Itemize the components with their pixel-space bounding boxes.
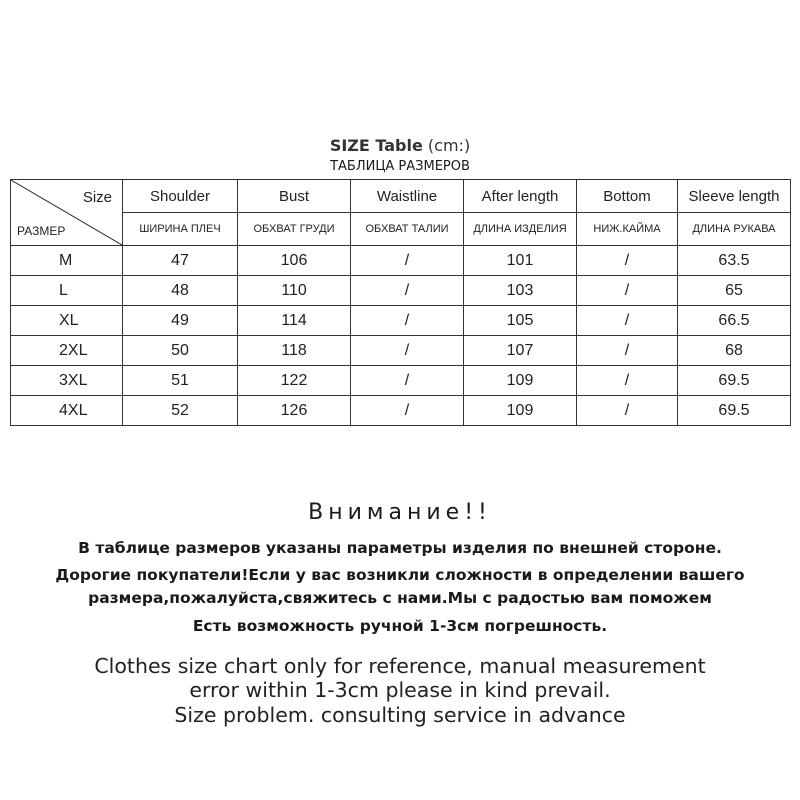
table-row: [11, 306, 791, 336]
notice-ru-line: Дорогие покупатели!Если у вас возникли сложности в определении вашего: [55, 566, 745, 584]
table-cell: 118: [238, 336, 351, 366]
table-cell: 109: [464, 396, 577, 426]
table-cell: 69.5: [678, 396, 791, 426]
table-cell: /: [577, 396, 678, 426]
header-ru-bust: ОБХВАТ ГРУДИ: [238, 213, 351, 246]
table-cell: 106: [238, 246, 351, 276]
table-row: [11, 246, 791, 276]
table-cell: 48: [123, 276, 238, 306]
notice-ru-line: В таблице размеров указаны параметры изделия по внешней стороне.: [78, 539, 722, 557]
table-row: [11, 276, 791, 306]
table-cell: /: [351, 366, 464, 396]
notice-en-line: error within 1-3cm please in kind prevail.: [189, 678, 611, 702]
size-cell: XL: [11, 306, 123, 336]
table-cell: 51: [123, 366, 238, 396]
header-ru-after-length: ДЛИНА ИЗДЕЛИЯ: [464, 213, 577, 246]
size-table-title-block: [0, 136, 800, 176]
table-cell: 105: [464, 306, 577, 336]
notice-en-line: Size problem. consulting service in advance: [174, 703, 626, 727]
header-waistline: Waistline: [351, 180, 464, 213]
size-cell: M: [11, 246, 123, 276]
size-cell: L: [11, 276, 123, 306]
title-bold-text: SIZE Table: [329, 136, 423, 155]
table-cell: 122: [238, 366, 351, 396]
table-cell: 49: [123, 306, 238, 336]
header-row-en: [11, 180, 791, 213]
table-cell: 126: [238, 396, 351, 426]
header-after-length: After length: [464, 180, 577, 213]
size-cell: 3XL: [11, 366, 123, 396]
header-sleeve-length: Sleeve length: [678, 180, 791, 213]
table-cell: 109: [464, 366, 577, 396]
corner-header-cell: [11, 180, 123, 246]
table-cell: /: [577, 336, 678, 366]
header-shoulder: Shoulder: [123, 180, 238, 213]
table-cell: 68: [678, 336, 791, 366]
table-cell: 66.5: [678, 306, 791, 336]
table-cell: /: [351, 246, 464, 276]
header-ru-bottom: НИЖ.КАЙМА: [577, 213, 678, 246]
table-cell: 103: [464, 276, 577, 306]
notice-ru-line: размера,пожалуйста,свяжитесь с нами.Мы с радостью вам поможем: [88, 589, 712, 607]
table-cell: 47: [123, 246, 238, 276]
table-cell: 69.5: [678, 366, 791, 396]
table-cell: /: [351, 396, 464, 426]
header-bust: Bust: [238, 180, 351, 213]
table-cell: /: [577, 306, 678, 336]
table-cell: 63.5: [678, 246, 791, 276]
table-cell: 65: [678, 276, 791, 306]
table-row: [11, 396, 791, 426]
header-row-ru: [11, 213, 791, 246]
size-cell: 4XL: [11, 396, 123, 426]
title-unit: (cm:): [427, 136, 471, 155]
table-cell: 110: [238, 276, 351, 306]
table-cell: 107: [464, 336, 577, 366]
header-ru-shoulder: ШИРИНА ПЛЕЧ: [123, 213, 238, 246]
table-cell: 52: [123, 396, 238, 426]
table-cell: 101: [464, 246, 577, 276]
corner-razmer-label: РАЗМЕР: [17, 224, 66, 238]
table-cell: /: [351, 306, 464, 336]
table-cell: /: [351, 336, 464, 366]
table-cell: 114: [238, 306, 351, 336]
table-row: [11, 366, 791, 396]
header-bottom: Bottom: [577, 180, 678, 213]
header-ru-waistline: ОБХВАТ ТАЛИИ: [351, 213, 464, 246]
table-cell: /: [577, 276, 678, 306]
notice-ru-line: Есть возможность ручной 1-3см погрешность.: [192, 617, 608, 635]
size-table-subtitle: ТАБЛИЦА РАЗМЕРОВ: [330, 159, 470, 174]
size-cell: 2XL: [11, 336, 123, 366]
notice-en-line: Clothes size chart only for reference, manual measurement: [94, 654, 706, 678]
notice-title: Внимание!!: [308, 500, 492, 525]
table-cell: 50: [123, 336, 238, 366]
corner-size-label: Size: [82, 189, 112, 206]
table-row: [11, 336, 791, 366]
size-table: [10, 179, 791, 426]
header-ru-sleeve-length: ДЛИНА РУКАВА: [678, 213, 791, 246]
size-table-title: [0, 136, 800, 156]
table-cell: /: [577, 366, 678, 396]
table-cell: /: [577, 246, 678, 276]
table-cell: /: [351, 276, 464, 306]
